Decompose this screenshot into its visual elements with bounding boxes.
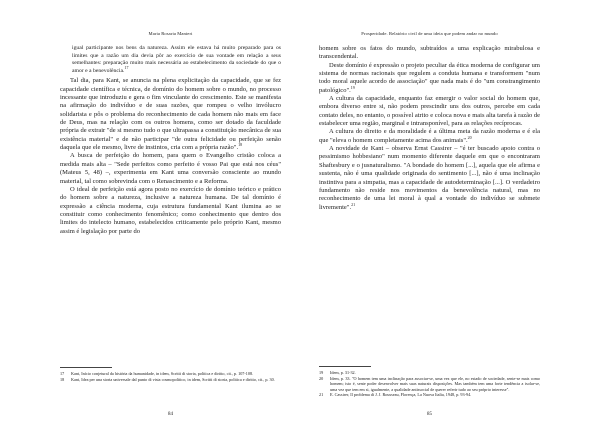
paragraph: Tal dia, para Kant, se anuncia na plena explicitação da capacidade, que se fez capacidade científica e técnica, de domínio do homem sobre o mundo, no processo incessante que introduziu e gera o fim vinculante do crescimento. Este se manifesta na afirmação do indivíduo e de suas razões, que rompeu o velho invólucro solidarista e pôs o problema do reconhecimento de cada homem não mais em face de Deus, mas na relação com os outros homens, como ser dotado da faculdade própria de extrair "de si mesmo tudo o que ultrapassa a constituição mecânica de sua existência material" e de não participar "de outra felicidade ou perfeição senão daquela que ele mesmo, livre de instintos, cria com a própria razão".$^{18}$ bbox=[60, 77, 281, 152]
paragraph: A busca de perfeição do homem, para quem o Evangelho cristão coloca a medida mais alta – "Sede perfeitos como perfeito é vosso Pai que está nos céus" (Mateus 5, 48) –, experimenta em Kant uma conversão consciente ao mundo material, tal como sobrevinda com o Renascimento e a Reforma. bbox=[60, 152, 281, 185]
footnote-number: 17 bbox=[60, 371, 65, 376]
footnote-text: E. Cassirer, Il problema di J. J. Rousseau, Florença, La Nuova Italia, 1948, p. 93-94. bbox=[330, 392, 472, 397]
footnote-text: Kant, Início conjetural da história da humanidade, in idem, Scritti di storia, politica e diritto, cit., p. 107-108. bbox=[71, 371, 254, 376]
footnote-text: Kant, Idea per una storia universale dal punto di vista cosmopolitico, in idem, Scritti di storia, politica e diritto, cit., p. 30. bbox=[71, 376, 275, 382]
paragraph: A novidade de Kant – observa Ernst Cassirer – "é ter buscado apoio contra o pessimismo hobbesiano" num momento diferente daquele em que o encontraram Shaftesbury e o jusnaturalismo. "A bondade do homem [...], aquela que ele afirma e sustenta, não é uma qualidade originada do sentimento [...], não é uma inclinação instintiva para a simpatia, mas a capacidade de autodeterminação [...]. O verdadeiro fundamento não reside nos movimentos da benevolência natural, mas no reconhecimento de uma lei moral à qual a vontade do indivíduo se submete livremente".$^{21}$ bbox=[319, 145, 540, 211]
footnote bbox=[319, 392, 540, 398]
right-running-head: Prosperidade. Relatório civil de uma ideia que podem andar no mundo bbox=[361, 31, 498, 36]
paragraph: Deste domínio é expressão o projeto peculiar da ética moderna de configurar um sistema de normas racionais que regulem a conduta humana e transformem "num todo moral aquele acordo de associação" que nada mais é do "um constrangimento patológico".$^{19}$ bbox=[319, 61, 540, 94]
right-body-text bbox=[319, 45, 540, 212]
footnote-divider bbox=[60, 367, 112, 368]
footnote-text: Idem, p. 31-32. bbox=[330, 370, 356, 375]
page-number: 85 bbox=[427, 412, 432, 417]
footnote-ref[interactable]: 18 bbox=[238, 141, 243, 147]
paragraph: O ideal de perfeição está agora posto no exercício de domínio teórico e prático do homem sobre a natureza, inclusive a natureza humana. De tal domínio é expressão a ciência moderna, cuja estrutura fundamental Kant ilumina ao se constituir como conhecimento fenomênico; como conhecimento que dentro dos limites do intelecto humano, estabelecidos criticamente pelo próprio Kant, mesmo assim é legislação por parte do bbox=[60, 185, 281, 235]
paragraph: A cultura da capacidade, enquanto faz emergir o valor social do homem que, embora diverso entre si, não podem prescindir uns dos outros, percebe em cada contato deles, no entanto, o possível atrito e coloca nova e mais alta tarefa à razão de estabelecer uma região, marginal e intransponível, para as relações recíprocas. bbox=[319, 95, 540, 128]
footnote-number: 19 bbox=[319, 370, 324, 375]
footnote-ref[interactable]: 21 bbox=[351, 201, 356, 207]
page-number: 84 bbox=[168, 412, 173, 417]
footnote-ref[interactable]: 20 bbox=[467, 134, 472, 140]
footnotes bbox=[60, 367, 281, 382]
footnote-ref[interactable]: 19 bbox=[350, 84, 355, 90]
footnote-text: Idem, p. 33. "O homem tem uma inclinação para associar-se, uma vez que ele, no estado de sociedade, sente-se mais como homem; isto é, sente poder desenvolver mais suas naturais disposições. Mas também tem uma forte tendência a isolar-se, uma vez que tem em si, igualmente, a qualidade antissocial de querer referir tudo ao seu próprio interesse". bbox=[330, 375, 540, 392]
footnotes bbox=[319, 366, 540, 398]
footnote-ref[interactable]: 17 bbox=[124, 64, 129, 70]
footnote bbox=[319, 376, 540, 393]
footnote bbox=[60, 377, 281, 383]
paragraph: homem sobre os fatos do mundo, subtraídos a uma explicação mirabulosa e transcendental. bbox=[319, 45, 540, 61]
footnote-number: 20 bbox=[319, 375, 324, 381]
footnote-number: 18 bbox=[60, 376, 65, 382]
footnote-divider bbox=[319, 366, 371, 367]
left-body-text bbox=[60, 45, 281, 236]
left-running-head: Maria Rosaria Manieri bbox=[148, 31, 193, 36]
right-page bbox=[319, 0, 540, 448]
paragraph: A cultura do direito e da moralidade é a última meta da razão moderna e é ela que "eleva o homem completamente acima dos animais".$^{20}$ bbox=[319, 128, 540, 144]
block-quote: igual participante nos bens da natureza. Assim ele estava há muito preparado para os limites que a razão um dia devia pôr ao exercício de sua vontade em relação a seus semelhantes: preparação muito mais necessária ao estabelecimento da sociedade do que o amor e a benevolência.$^{17}$ bbox=[72, 45, 281, 74]
footnote-number: 21 bbox=[319, 392, 324, 397]
left-page bbox=[60, 0, 281, 448]
